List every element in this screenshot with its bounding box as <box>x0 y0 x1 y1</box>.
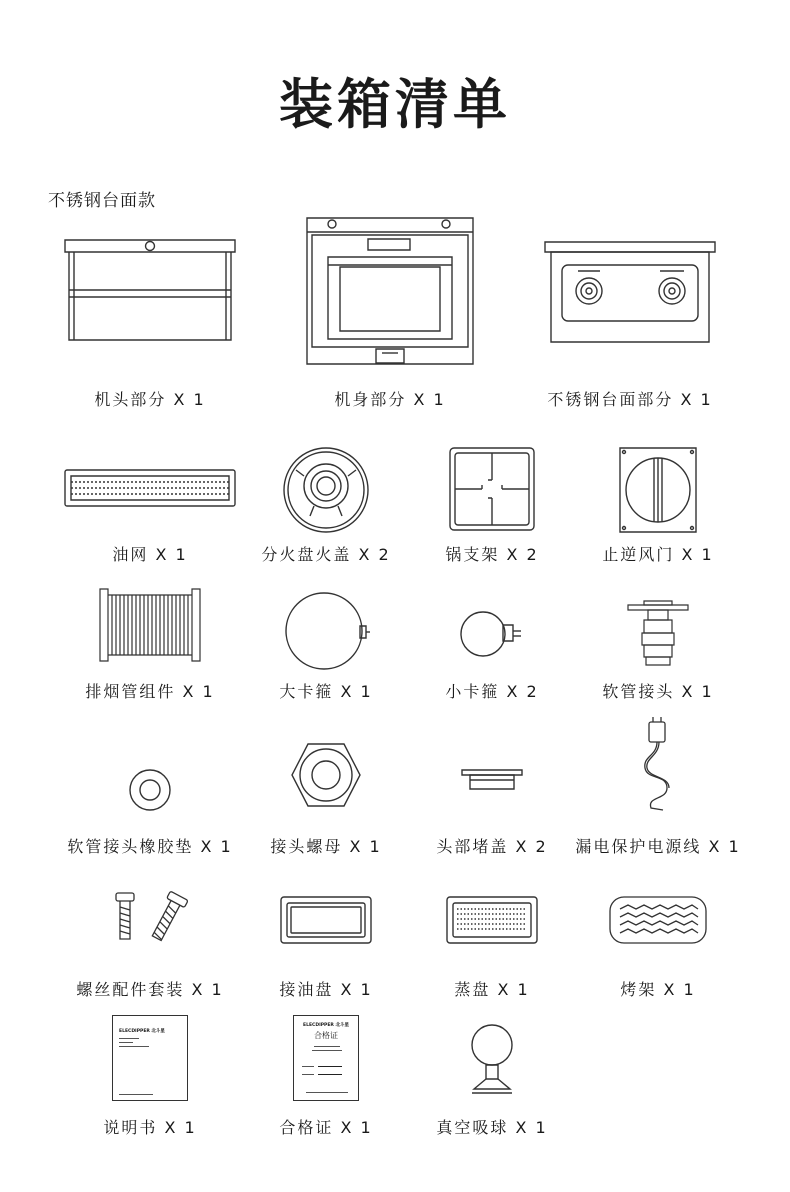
item-qty: X 1 <box>680 390 713 409</box>
item-qty: X 1 <box>413 390 446 409</box>
item-name: 油网 <box>112 545 149 564</box>
item-qty: X 1 <box>349 837 382 856</box>
item-qty: X 1 <box>173 390 206 409</box>
item-qty: X 1 <box>191 980 224 999</box>
manual-text-line <box>119 1042 133 1043</box>
manual-text-line <box>119 1094 153 1095</box>
item-name: 软管接头 <box>602 682 675 701</box>
item-qty: X 1 <box>681 682 714 701</box>
pan-support-icon <box>448 446 536 532</box>
item-qty: X 1 <box>200 837 233 856</box>
certificate-text-line <box>314 1046 340 1047</box>
certificate-brand: ELECDIPPER 北斗星 <box>303 1023 349 1028</box>
hex-nut-icon <box>290 742 362 808</box>
item-qty: X 1 <box>340 980 373 999</box>
item-name: 漏电保护电源线 <box>575 837 702 856</box>
suction-ball-icon <box>462 1023 522 1095</box>
manual-text-line <box>119 1046 149 1047</box>
item-name: 烤架 <box>620 980 657 999</box>
oven-body-icon <box>304 215 476 367</box>
item-name: 螺丝配件套装 <box>76 980 185 999</box>
item-qty: X 1 <box>515 1118 548 1137</box>
certificate-text-line <box>306 1092 348 1093</box>
hose-connector-icon <box>626 585 690 667</box>
steam-tray-icon <box>445 895 539 945</box>
section-subtitle: 不锈钢台面款 <box>48 191 156 211</box>
certificate-text-line <box>302 1074 314 1075</box>
item-name: 锅支架 <box>445 545 500 564</box>
manual-text-line <box>119 1038 139 1039</box>
item-qty: X 1 <box>708 837 741 856</box>
certificate-icon <box>293 1015 359 1101</box>
item-name: 大卡箍 <box>279 682 334 701</box>
item-name: 分火盘火盖 <box>261 545 352 564</box>
item-name: 真空吸球 <box>436 1118 509 1137</box>
manual-icon <box>112 1015 188 1101</box>
item-qty: X 1 <box>340 682 373 701</box>
item-qty: X 1 <box>155 545 188 564</box>
hood-head-icon <box>64 215 236 345</box>
item-qty: X 1 <box>182 682 215 701</box>
item-qty: X 2 <box>506 545 539 564</box>
exhaust-pipe-icon <box>98 585 202 665</box>
stove-top-icon <box>544 215 716 345</box>
item-name: 机头部分 <box>94 390 167 409</box>
certificate-text-line <box>302 1066 314 1067</box>
drip-tray-icon <box>279 895 373 945</box>
small-clamp-icon <box>459 609 525 659</box>
item-name: 不锈钢台面部分 <box>547 390 674 409</box>
item-qty: X 1 <box>681 545 714 564</box>
certificate-heading: 合格证 <box>314 1031 338 1040</box>
item-name: 头部堵盖 <box>436 837 509 856</box>
item-name: 小卡箍 <box>445 682 500 701</box>
item-qty: X 2 <box>506 682 539 701</box>
page-title: 装箱清单 <box>279 73 511 136</box>
item-qty: X 1 <box>164 1118 197 1137</box>
manual-brand: ELECDIPPER 北斗星 <box>119 1029 165 1034</box>
end-cap-icon <box>460 768 524 792</box>
screws-icon <box>110 891 190 943</box>
certificate-text-line <box>318 1066 342 1067</box>
item-name: 软管接头橡胶垫 <box>67 837 194 856</box>
burner-cap-icon <box>282 446 370 534</box>
item-qty: X 2 <box>515 837 548 856</box>
item-name: 接头螺母 <box>270 837 343 856</box>
item-name: 接油盘 <box>279 980 334 999</box>
item-qty: X 1 <box>340 1118 373 1137</box>
item-name: 说明书 <box>103 1118 158 1137</box>
large-clamp-icon <box>280 591 372 671</box>
oil-filter-icon <box>63 468 237 508</box>
rubber-gasket-icon <box>128 768 172 812</box>
item-qty: X 1 <box>497 980 530 999</box>
power-cord-icon <box>633 716 683 812</box>
certificate-text-line <box>318 1074 342 1075</box>
item-qty: X 1 <box>663 980 696 999</box>
check-valve-icon <box>618 446 698 534</box>
item-name: 蒸盘 <box>454 980 491 999</box>
item-name: 止逆风门 <box>602 545 675 564</box>
item-name: 机身部分 <box>334 390 407 409</box>
item-name: 合格证 <box>279 1118 334 1137</box>
grill-rack-icon <box>608 895 708 945</box>
item-qty: X 2 <box>358 545 391 564</box>
item-name: 排烟管组件 <box>85 682 176 701</box>
certificate-text-line <box>312 1050 342 1051</box>
